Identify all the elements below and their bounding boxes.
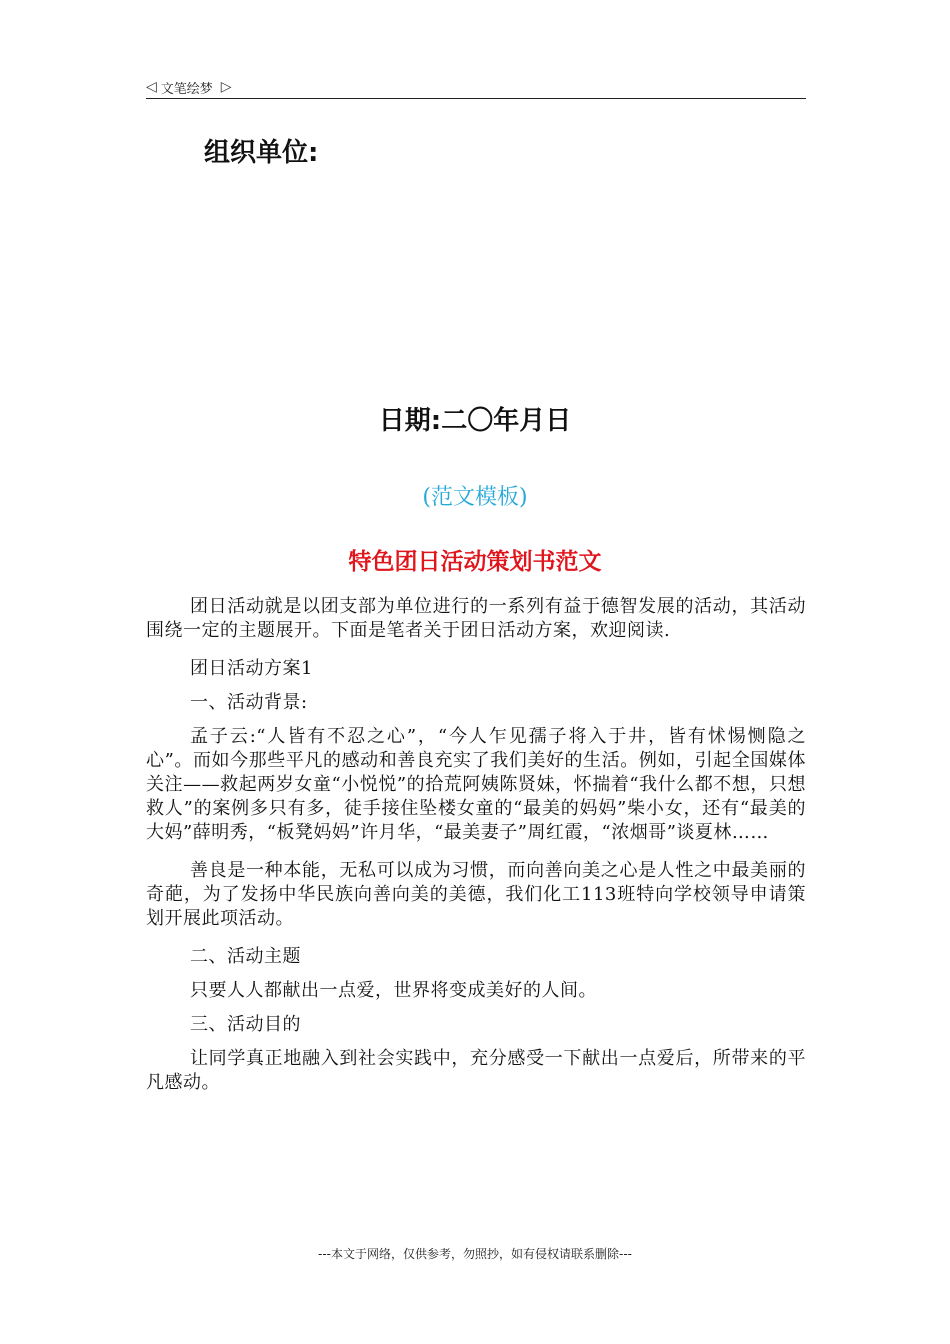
heading-background: 一、活动背景: — [190, 692, 308, 713]
date-label: 日期:二〇年月日 — [378, 406, 572, 436]
article-body — [146, 595, 806, 1109]
org-label: 组织单位: — [204, 138, 319, 168]
heading-purpose: 三、活动目的 — [190, 1014, 301, 1035]
footer-notice: ---本文于网络，仅供参考，勿照抄，如有侵权请联系删除--- — [318, 1247, 632, 1261]
right-triangle-icon: ▷ — [220, 79, 232, 95]
header-divider — [146, 98, 806, 99]
paragraph-background: 孟子云:“人皆有不忍之心”，“今人乍见孺子将入于井，皆有怵惕恻隐之心”。而如今那些平凡的感动和善良充实了我们美好的生活。例如，引起全国媒体关注——救起两岁女童“小悦悦”的拾荒阿姨陈贤妹，怀揣着“我什么都不想，只想救人”的案例多只有多，徒手接住坠楼女童的“最美的妈妈”柴小女，还有“最美的大妈”薛明秀，“板凳妈妈”许月华，“最美妻子”周红霞，“浓烟哥”谈夏林…… — [146, 726, 806, 843]
heading-plan-1: 团日活动方案1 — [190, 658, 313, 679]
template-note: (范文模板) — [422, 485, 528, 510]
paragraph-intro: 团日活动就是以团支部为单位进行的一系列有益于德智发展的活动，其活动围绕一定的主题展开。下面是笔者关于团日活动方案，欢迎阅读. — [146, 596, 806, 641]
page-header — [146, 76, 806, 98]
paragraph-theme: 只要人人都献出一点爱，世界将变成美好的人间。 — [190, 980, 597, 1001]
left-triangle-icon: ◁ — [146, 79, 157, 95]
header-brand: 文笔绘梦 — [160, 81, 213, 97]
paragraph-purpose: 让同学真正地融入到社会实践中，充分感受一下献出一点爱后，所带来的平凡感动。 — [146, 1048, 806, 1093]
paragraph-kindness: 善良是一种本能，无私可以成为习惯，而向善向美之心是人性之中最美丽的奇葩，为了发扬中华民族向善向美的美德，我们化工113班特向学校领导申请策划开展此项活动。 — [146, 860, 806, 929]
article-title: 特色团日活动策划书范文 — [348, 549, 602, 575]
heading-theme: 二、活动主题 — [190, 946, 301, 967]
